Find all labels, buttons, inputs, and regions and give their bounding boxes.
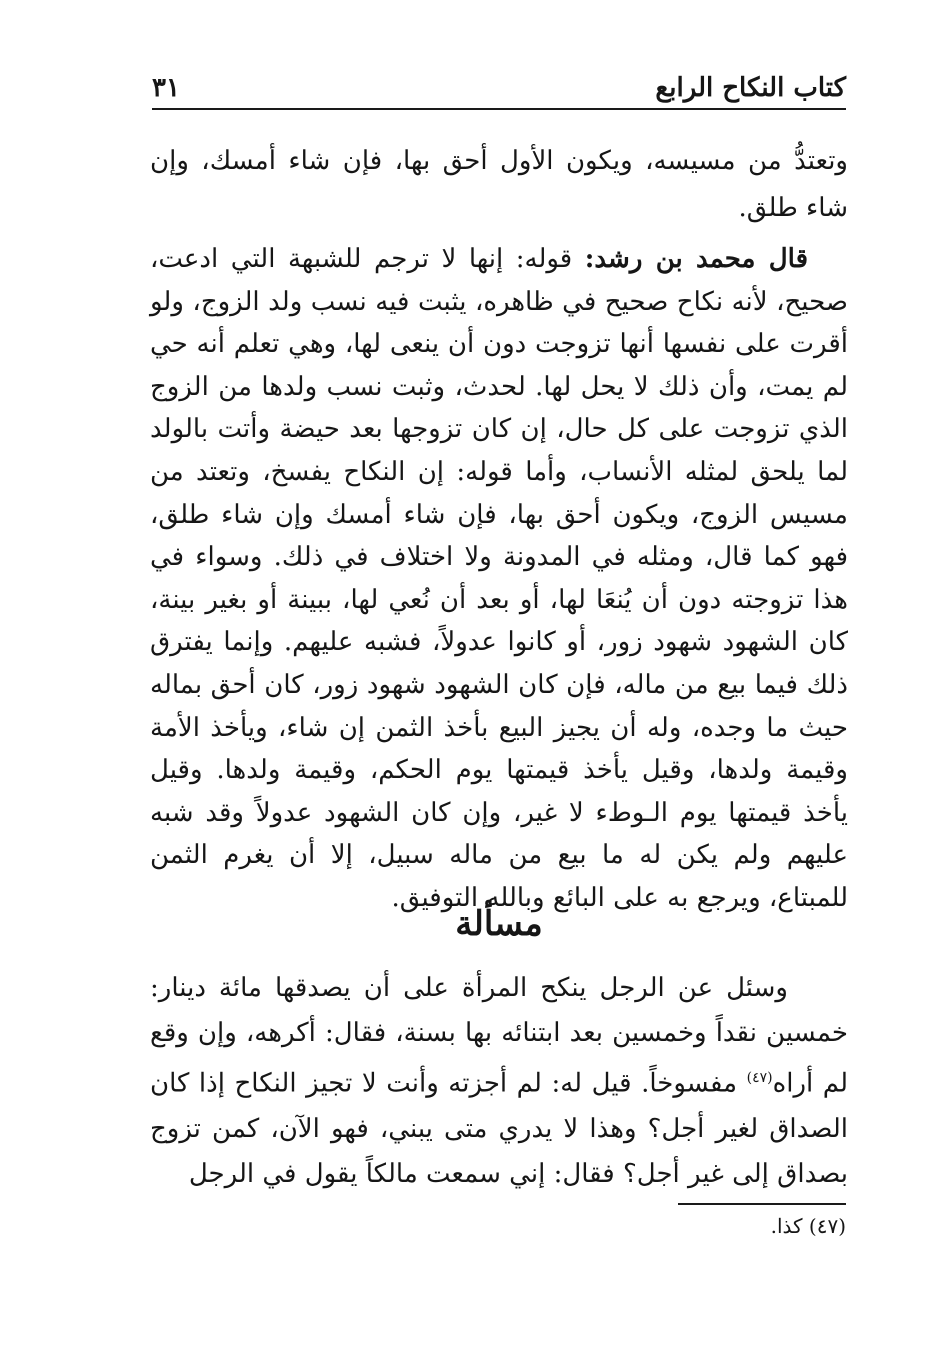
page-number: ٣١: [152, 73, 180, 103]
speaker-name: قال محمد بن رشد:: [584, 244, 809, 274]
running-title: كتاب النكاح الرابع: [655, 73, 846, 103]
paragraph-question: [150, 966, 848, 1197]
section-heading: مسألة: [455, 904, 543, 944]
footnote: (٤٧) كذا.: [770, 1214, 846, 1238]
footnote-divider: [678, 1203, 846, 1205]
question-text-start: وسئل عن الرجل ينكح المرأة على أن يصدقها مائة دينار: خمسين نقداً وخمسين بعد ابتنائه بها بسنة، فقال: أكرهه، وإن وقع لم أراه: [150, 973, 849, 1099]
page-header: [152, 72, 846, 110]
commentary-text: قوله: إنها لا ترجم للشبهة التي ادعت، صحيح، لأنه نكاح صحيح في ظاهره، يثبت فيه نسب ولد الزوج، ولو أقرت على نفسها أنها تزوجت دون أن ينعى لها، وهي تعلم أنه حي لم يمت، وأن ذلك لا يحل لها. لحدث، وثبت نسب ولدها من الزوج الذي تزوجت على كل حال، إن كان تزوجها بعد حيضة وأتت بالولد لما يلحق لمثله الأنساب، وأما قوله: إن النكاح يفسخ، وتعتد من مسيس الزوج، ويكون أحق بها، فإن شاء أمسك وإن شاء طلق، فهو كما قال، ومثله في المدونة ولا اختلاف في ذلك. وسواء في هذا تزوجته دون أن يُنعَا لها، أو بعد أن نُعي لها، ببينة أو بغير بينة، كان الشهود شهود زور، أو كانوا عدولاً، فشبه عليهم. وإنما يفترق ذلك فيما بيع من ماله، فإن كان الشهود شهود زور، كان أحق بماله حيث ما وجده، وله أن يجيز البيع بأخذ الثمن إن شاء، ويأخذ الأمة وقيمة ولدها، وقيل يأخذ قيمتها يوم الحكم، وقيمة ولدها. وقيل يأخذ قيمتها يوم الـوطء لا غير، وإن كان الشهود عدولاً وقد شبه عليهم ولم يكن له ما بيع من ماله سبيل، إلا أن يغرم الثمن للمبتاع، ويرجع به على البائع وبالله التوفيق.: [150, 244, 848, 913]
paragraph-1: وتعتدُّ من مسيسه، ويكون الأول أحق بها، فإن شاء أمسك، وإن شاء طلق.: [150, 146, 848, 223]
footnote-reference: (٤٧): [746, 1070, 773, 1086]
question-text-end: مفسوخاً. قيل له: لم أجزته وأنت لا تجيز النكاح إذا كان الصداق لغير أجل؟ وهذا لا يدري متى يبني، فهو الآن، كمن تزوج بصداق إلى غير أجل؟ فقال: إني سمعت مالكاً يقول في الرجل: [150, 1068, 848, 1189]
paragraph-commentary: [150, 238, 848, 920]
